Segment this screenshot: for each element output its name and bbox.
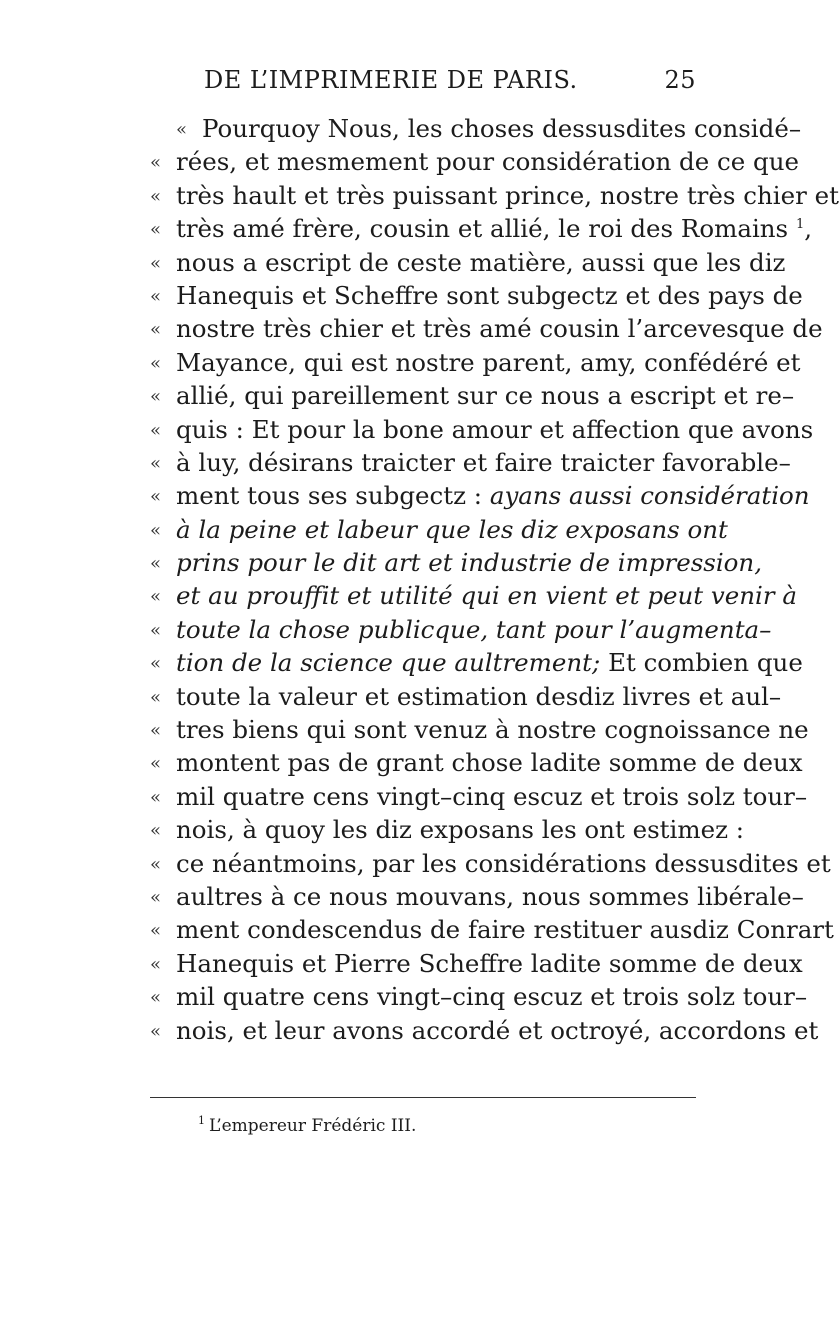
quote-mark: « <box>150 586 162 608</box>
quote-mark: « <box>150 820 162 842</box>
text-line: « nous a escript de ceste matière, aussi que les diz <box>150 246 696 279</box>
quote-mark: « <box>150 1020 162 1042</box>
quote-mark: « <box>150 553 162 575</box>
text-line: « Hanequis et Pierre Scheffre ladite somme de deux <box>150 947 696 980</box>
text-line: « ment tous ses subgectz : ayans aussi considération <box>150 479 696 512</box>
quote-mark: « <box>150 753 162 775</box>
text-line: « Mayance, qui est nostre parent, amy, confédéré et <box>150 346 696 379</box>
footnote-divider <box>150 1097 696 1098</box>
text-line: « très hault et très puissant prince, nostre très chier et <box>150 179 696 212</box>
text-line: « à luy, désirans traicter et faire traicter favorable– <box>150 446 696 479</box>
quote-mark: « <box>150 853 162 875</box>
quote-mark: « <box>150 786 162 808</box>
text-line: « Hanequis et Scheffre sont subgectz et des pays de <box>150 279 696 312</box>
quote-mark: « <box>150 486 162 508</box>
text-line: « quis : Et pour la bone amour et affection que avons <box>150 413 696 446</box>
running-title: DE L’IMPRIMERIE DE PARIS. <box>204 66 578 94</box>
text-line: « montent pas de grant chose ladite somme de deux <box>150 746 696 779</box>
text-line: « à la peine et labeur que les diz exposans ont <box>150 513 696 546</box>
text-line: « allié, qui pareillement sur ce nous a escript et re– <box>150 379 696 412</box>
text-line: « nois, et leur avons accordé et octroyé, accordons et <box>150 1014 696 1047</box>
quote-mark: « <box>150 886 162 908</box>
italic-phrase: ayans aussi considération <box>489 481 810 511</box>
quote-mark: « <box>150 185 162 207</box>
text-line: « mil quatre cens vingt–cinq escuz et trois solz tour– <box>150 780 696 813</box>
text-line: « aultres à ce nous mouvans, nous sommes libérale– <box>150 880 696 913</box>
quote-mark: « <box>150 653 162 675</box>
text-line: « toute la chose publicque, tant pour l’augmenta– <box>150 613 696 646</box>
quote-mark: « <box>150 452 162 474</box>
body-text <box>150 112 839 1047</box>
text-line: « tion de la science que aultrement; Et combien que <box>150 646 696 679</box>
text-line: « Pourquoy Nous, les choses dessusdites considé– <box>150 112 696 145</box>
text-line: « prins pour le dit art et industrie de impression, <box>150 546 696 579</box>
page-number: 25 <box>664 66 696 94</box>
text-line: « nois, à quoy les diz exposans les ont estimez : <box>150 813 696 846</box>
quote-mark: « <box>150 987 162 1009</box>
quote-mark: « <box>150 720 162 742</box>
quote-mark: « <box>150 319 162 341</box>
text-line: « toute la valeur et estimation desdiz livres et aul– <box>150 680 696 713</box>
quote-mark: « <box>150 419 162 441</box>
quote-mark: « <box>150 285 162 307</box>
quote-mark: « <box>150 386 162 408</box>
text-line: « très amé frère, cousin et allié, le roi des Romains $^1$, <box>150 212 696 245</box>
quote-mark: « <box>150 352 162 374</box>
text-line: « ment condescendus de faire restituer ausdiz Conrart <box>150 913 696 946</box>
text-line: « nostre très chier et très amé cousin l’arcevesque de <box>150 312 696 345</box>
footnote <box>198 1116 416 1136</box>
quote-mark: « <box>176 119 188 140</box>
quote-mark: « <box>150 519 162 541</box>
text-line: « ce néantmoins, par les considérations dessusdites et <box>150 847 696 880</box>
footnote-text: L’empereur Frédéric III. <box>209 1116 417 1136</box>
quote-mark: « <box>150 686 162 708</box>
footnote-marker: 1 <box>795 217 805 233</box>
page-header <box>148 60 696 100</box>
quote-mark: « <box>150 219 162 241</box>
text-line: « mil quatre cens vingt–cinq escuz et trois solz tour– <box>150 980 696 1013</box>
quote-mark: « <box>150 619 162 641</box>
text-line: « rées, et mesmement pour considération de ce que <box>150 145 696 178</box>
text-line: « tres biens qui sont venuz à nostre cognoissance ne <box>150 713 696 746</box>
quote-mark: « <box>150 152 162 174</box>
quote-mark: « <box>150 920 162 942</box>
quote-mark: « <box>150 252 162 274</box>
text-line: « et au prouffit et utilité qui en vient et peut venir à <box>150 579 696 612</box>
quote-mark: « <box>150 953 162 975</box>
footnote-number: 1 <box>198 1114 205 1127</box>
